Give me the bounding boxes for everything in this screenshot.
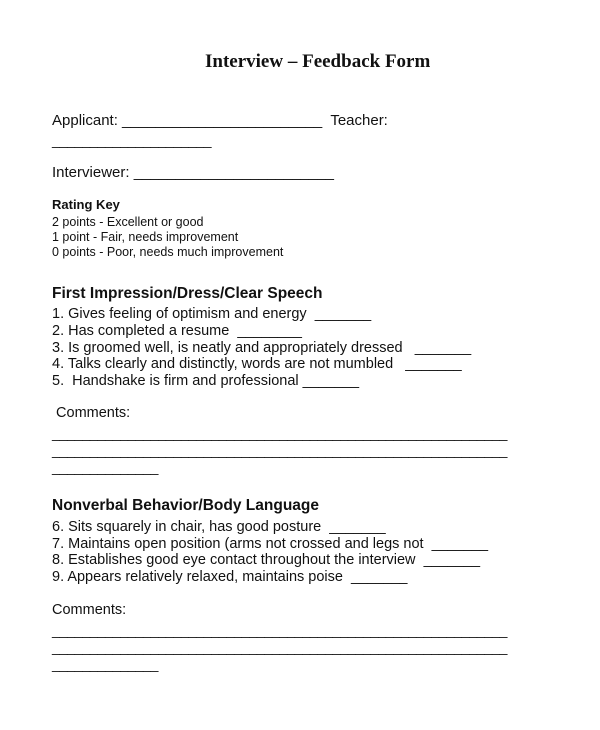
rating-key-item: 0 points - Poor, needs much improvement	[52, 245, 284, 259]
rating-item-9: 9. Appears relatively relaxed, maintains poise _______	[52, 569, 408, 585]
rating-item-1: 1. Gives feeling of optimism and energy _______	[52, 306, 372, 322]
rating-item-7: 7. Maintains open position (arms not crossed and legs not _______	[52, 536, 489, 552]
section-heading-first-impression: First Impression/Dress/Clear Speech	[52, 285, 323, 302]
teacher-line-continuation: _____________________	[52, 132, 212, 148]
rating-item-5: 5. Handshake is firm and professional _______	[52, 373, 360, 389]
page-title: Interview – Feedback Form	[205, 51, 431, 72]
applicant-teacher-line: Applicant: ________________________ Teacher:	[52, 112, 388, 129]
comment-line: ____________________________________________________________	[52, 425, 508, 441]
rating-item-4: 4. Talks clearly and distinctly, words are not mumbled _______	[52, 356, 462, 372]
comment-line: ______________	[52, 459, 159, 475]
comments-label: Comments:	[52, 602, 127, 618]
comment-line: ____________________________________________________________	[52, 639, 508, 655]
comments-label: Comments:	[52, 405, 131, 421]
rating-key-heading: Rating Key	[52, 197, 120, 212]
rating-key-item: 1 point - Fair, needs improvement	[52, 230, 239, 244]
rating-item-8: 8. Establishes good eye contact throughout the interview _______	[52, 552, 481, 568]
section-heading-nonverbal: Nonverbal Behavior/Body Language	[52, 497, 319, 514]
rating-item-3: 3. Is groomed well, is neatly and appropriately dressed _______	[52, 340, 472, 356]
comment-line: ____________________________________________________________	[52, 442, 508, 458]
comment-line: ______________	[52, 656, 159, 672]
interviewer-line: Interviewer: ________________________	[52, 164, 334, 181]
rating-item-6: 6. Sits squarely in chair, has good posture _______	[52, 519, 386, 535]
comment-line: ____________________________________________________________	[52, 622, 508, 638]
rating-item-2: 2. Has completed a resume ________	[52, 323, 302, 339]
rating-key-item: 2 points - Excellent or good	[52, 215, 204, 229]
